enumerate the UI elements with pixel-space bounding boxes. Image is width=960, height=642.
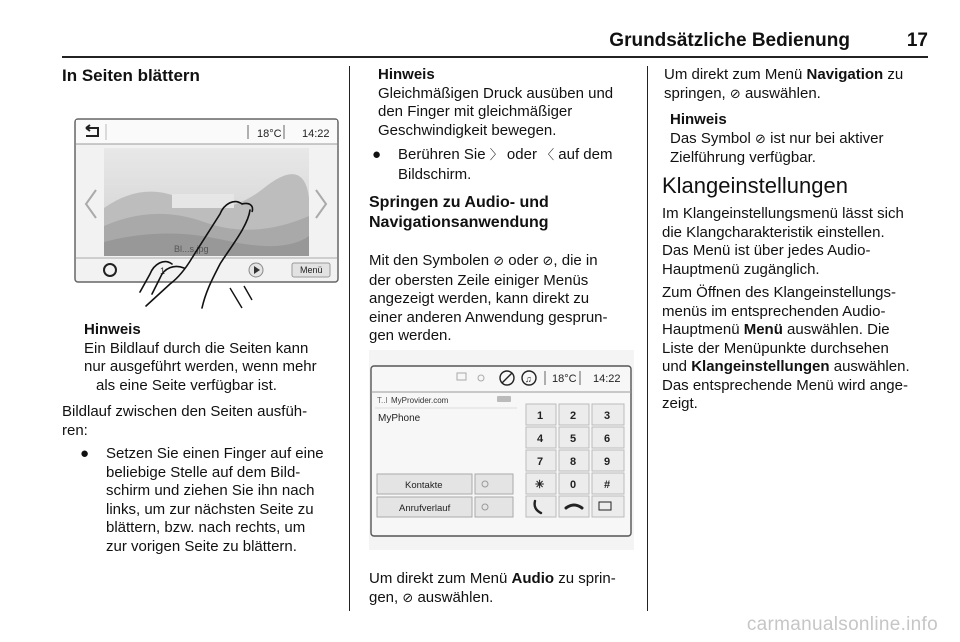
- key-5: 5: [570, 433, 577, 445]
- provider-label: MyProvider.com: [391, 396, 449, 405]
- key-2: 2: [570, 410, 577, 422]
- menu-button-label: Menü: [300, 265, 323, 275]
- key-9: 9: [604, 456, 611, 468]
- heading-line: Springen zu Audio- und: [369, 194, 549, 211]
- paragraph-text: und: [662, 358, 692, 375]
- paragraph-text: , die in: [553, 252, 598, 269]
- paragraph-text: auswählen.: [740, 84, 821, 102]
- note-line: Gleichmäßigen Druck ausüben und: [378, 84, 614, 102]
- bullet-line: Setzen Sie einen Finger auf eine: [106, 445, 324, 462]
- note-title: Hinweis: [84, 321, 141, 338]
- note-line: Zielführung verfügbar.: [670, 149, 816, 166]
- column-divider-2: [647, 66, 648, 611]
- note-scrolling: [84, 321, 344, 395]
- paragraph-text: auswählen.: [413, 588, 494, 606]
- note-line: als eine Seite verfügbar ist.: [96, 376, 277, 394]
- note-navigation-symbol: [670, 111, 934, 168]
- section-title-scrolling: In Seiten blättern: [62, 66, 200, 85]
- paragraph-text: auswählen.: [829, 358, 910, 375]
- sound-settings-term: Klangeinstellungen: [691, 358, 830, 375]
- key-3: 3: [604, 410, 611, 422]
- navigation-menu-term: Navigation: [806, 66, 884, 83]
- paragraph-text: oder: [504, 252, 543, 269]
- figure-phone-screen: [369, 350, 634, 550]
- bullet-line: schirm und ziehen Sie ihn nach: [106, 482, 315, 499]
- paragraph-text: zu: [883, 66, 904, 83]
- paragraph-text: zu sprin-: [554, 570, 616, 587]
- paragraph-text: Um direkt zum Menü: [664, 66, 807, 83]
- menu-term: Menü: [743, 321, 783, 338]
- contacts-button: Kontakte: [405, 480, 443, 491]
- bullet-line: Bildschirm.: [398, 165, 472, 183]
- chevron-left-icon: 〈: [541, 148, 555, 163]
- note-title: Hinweis: [378, 66, 435, 83]
- paragraph-line: Das entsprechende Menü wird ange-: [662, 376, 908, 394]
- paragraph-line: der obersten Zeile einiger Menüs: [369, 271, 589, 289]
- paragraph-line: Das Menü ist über jedes Audio-: [662, 242, 871, 259]
- status-time: 14:22: [302, 128, 330, 140]
- paragraph-line: gen werden.: [369, 327, 452, 344]
- key-0: 0: [570, 479, 577, 491]
- bullet-text: Berühren Sie: [398, 146, 490, 163]
- paragraph-line: einer anderen Anwendung gesprun-: [369, 308, 608, 326]
- chevron-right-icon: 〉: [489, 148, 503, 163]
- page-indicator: 1: [160, 266, 166, 276]
- header-rule: [62, 56, 928, 58]
- bullet-line: zur vorigen Seite zu blättern.: [106, 537, 297, 555]
- figure-swipe-screen: [74, 118, 340, 312]
- bullet-arrows: [372, 146, 644, 184]
- status-time: 14:22: [593, 373, 621, 385]
- note-line: Ein Bildlauf durch die Seiten kann: [84, 339, 309, 357]
- bullet-dot: ●: [80, 445, 90, 462]
- audio-menu-term: Audio: [511, 570, 555, 587]
- nav-symbol-icon: ⊘: [729, 86, 741, 102]
- paragraph-line: die Klangcharakteristik einstellen.: [662, 223, 885, 241]
- bullet-text: oder: [502, 146, 542, 163]
- key-7: 7: [537, 456, 544, 468]
- note-line: Geschwindigkeit bewegen.: [378, 121, 557, 139]
- key-1: 1: [537, 410, 544, 422]
- status-temp: 18°C: [257, 128, 282, 140]
- audio-symbol-icon: ⊘: [402, 590, 414, 606]
- bullet-line: beliebige Stelle auf dem Bild-: [106, 463, 301, 481]
- svg-text:T..l: T..l: [377, 396, 388, 405]
- heading-line: Navigationsanwendung: [369, 214, 549, 231]
- paragraph-line: Hauptmenü zugänglich.: [662, 260, 820, 278]
- note-text: Das Symbol: [670, 129, 756, 147]
- svg-text:♫: ♫: [525, 374, 532, 384]
- key-hash: #: [604, 479, 611, 491]
- note-line: nur ausgeführt werden, wenn mehr: [84, 358, 317, 375]
- paragraph-sound-open: [662, 284, 942, 414]
- image-filename: Bl...s.jpg: [174, 244, 209, 254]
- paragraph-line: Im Klangeinstellungsmenü lässt sich: [662, 205, 904, 222]
- paragraph-line: Zum Öffnen des Klangeinstellungs-: [662, 284, 897, 301]
- key-4: 4: [537, 433, 544, 445]
- bullet-text: auf dem: [554, 146, 613, 163]
- note-pressure: [378, 66, 643, 140]
- paragraph-line: Liste der Menüpunkte durchsehen: [662, 339, 889, 357]
- audio-symbol-icon: ⊘: [493, 254, 505, 269]
- note-text: ist nur bei aktiver: [765, 129, 884, 147]
- calllog-button: Anrufverlauf: [399, 503, 451, 514]
- paragraph-text: Um direkt zum Menü: [369, 570, 512, 587]
- paragraph-line: angezeigt werden, kann direkt zu: [369, 290, 590, 307]
- paragraph-text: springen,: [664, 84, 730, 102]
- paragraph-text: Hauptmenü: [662, 321, 744, 338]
- paragraph-text: auswählen. Die: [782, 321, 890, 338]
- header-title: Grundsätzliche Bedienung: [609, 30, 850, 51]
- paragraph-navigation: [664, 66, 934, 104]
- status-temp: 18°C: [552, 373, 577, 385]
- heading-jump-audio-nav: [369, 193, 644, 233]
- bullet-line: blättern, bzw. nach rechts, um: [106, 519, 306, 536]
- paragraph-line: menüs im entsprechenden Audio-: [662, 302, 886, 320]
- paragraph-symbols: [369, 252, 644, 346]
- page-number: 17: [906, 30, 928, 51]
- bullet-swipe: [80, 445, 350, 556]
- note-title: Hinweis: [670, 111, 727, 128]
- paragraph-line: Bildlauf zwischen den Seiten ausfüh-: [62, 403, 308, 420]
- paragraph-sound-intro: [662, 205, 937, 279]
- watermark: carmanualsonline.info: [746, 614, 938, 635]
- paragraph-line: zeigt.: [662, 395, 698, 412]
- nav-symbol-icon: ⊘: [755, 131, 766, 147]
- paragraph-text: gen,: [369, 588, 403, 606]
- key-star: ✳: [535, 479, 545, 491]
- heading-sound-settings: Klangeinstellungen: [662, 173, 848, 198]
- bullet-dot: ●: [372, 146, 382, 163]
- paragraph-text: Mit den Symbolen: [369, 252, 494, 269]
- key-8: 8: [570, 456, 577, 468]
- nav-symbol-icon: ⊘: [542, 254, 554, 269]
- bullet-line: links, um zur nächsten Seite zu: [106, 500, 314, 518]
- key-6: 6: [604, 433, 611, 445]
- note-line: den Finger mit gleichmäßiger: [378, 103, 573, 120]
- paragraph-scrolling: [62, 403, 347, 440]
- paragraph-line: ren:: [62, 421, 88, 439]
- phone-name: MyPhone: [378, 413, 421, 424]
- paragraph-audio: [369, 570, 644, 608]
